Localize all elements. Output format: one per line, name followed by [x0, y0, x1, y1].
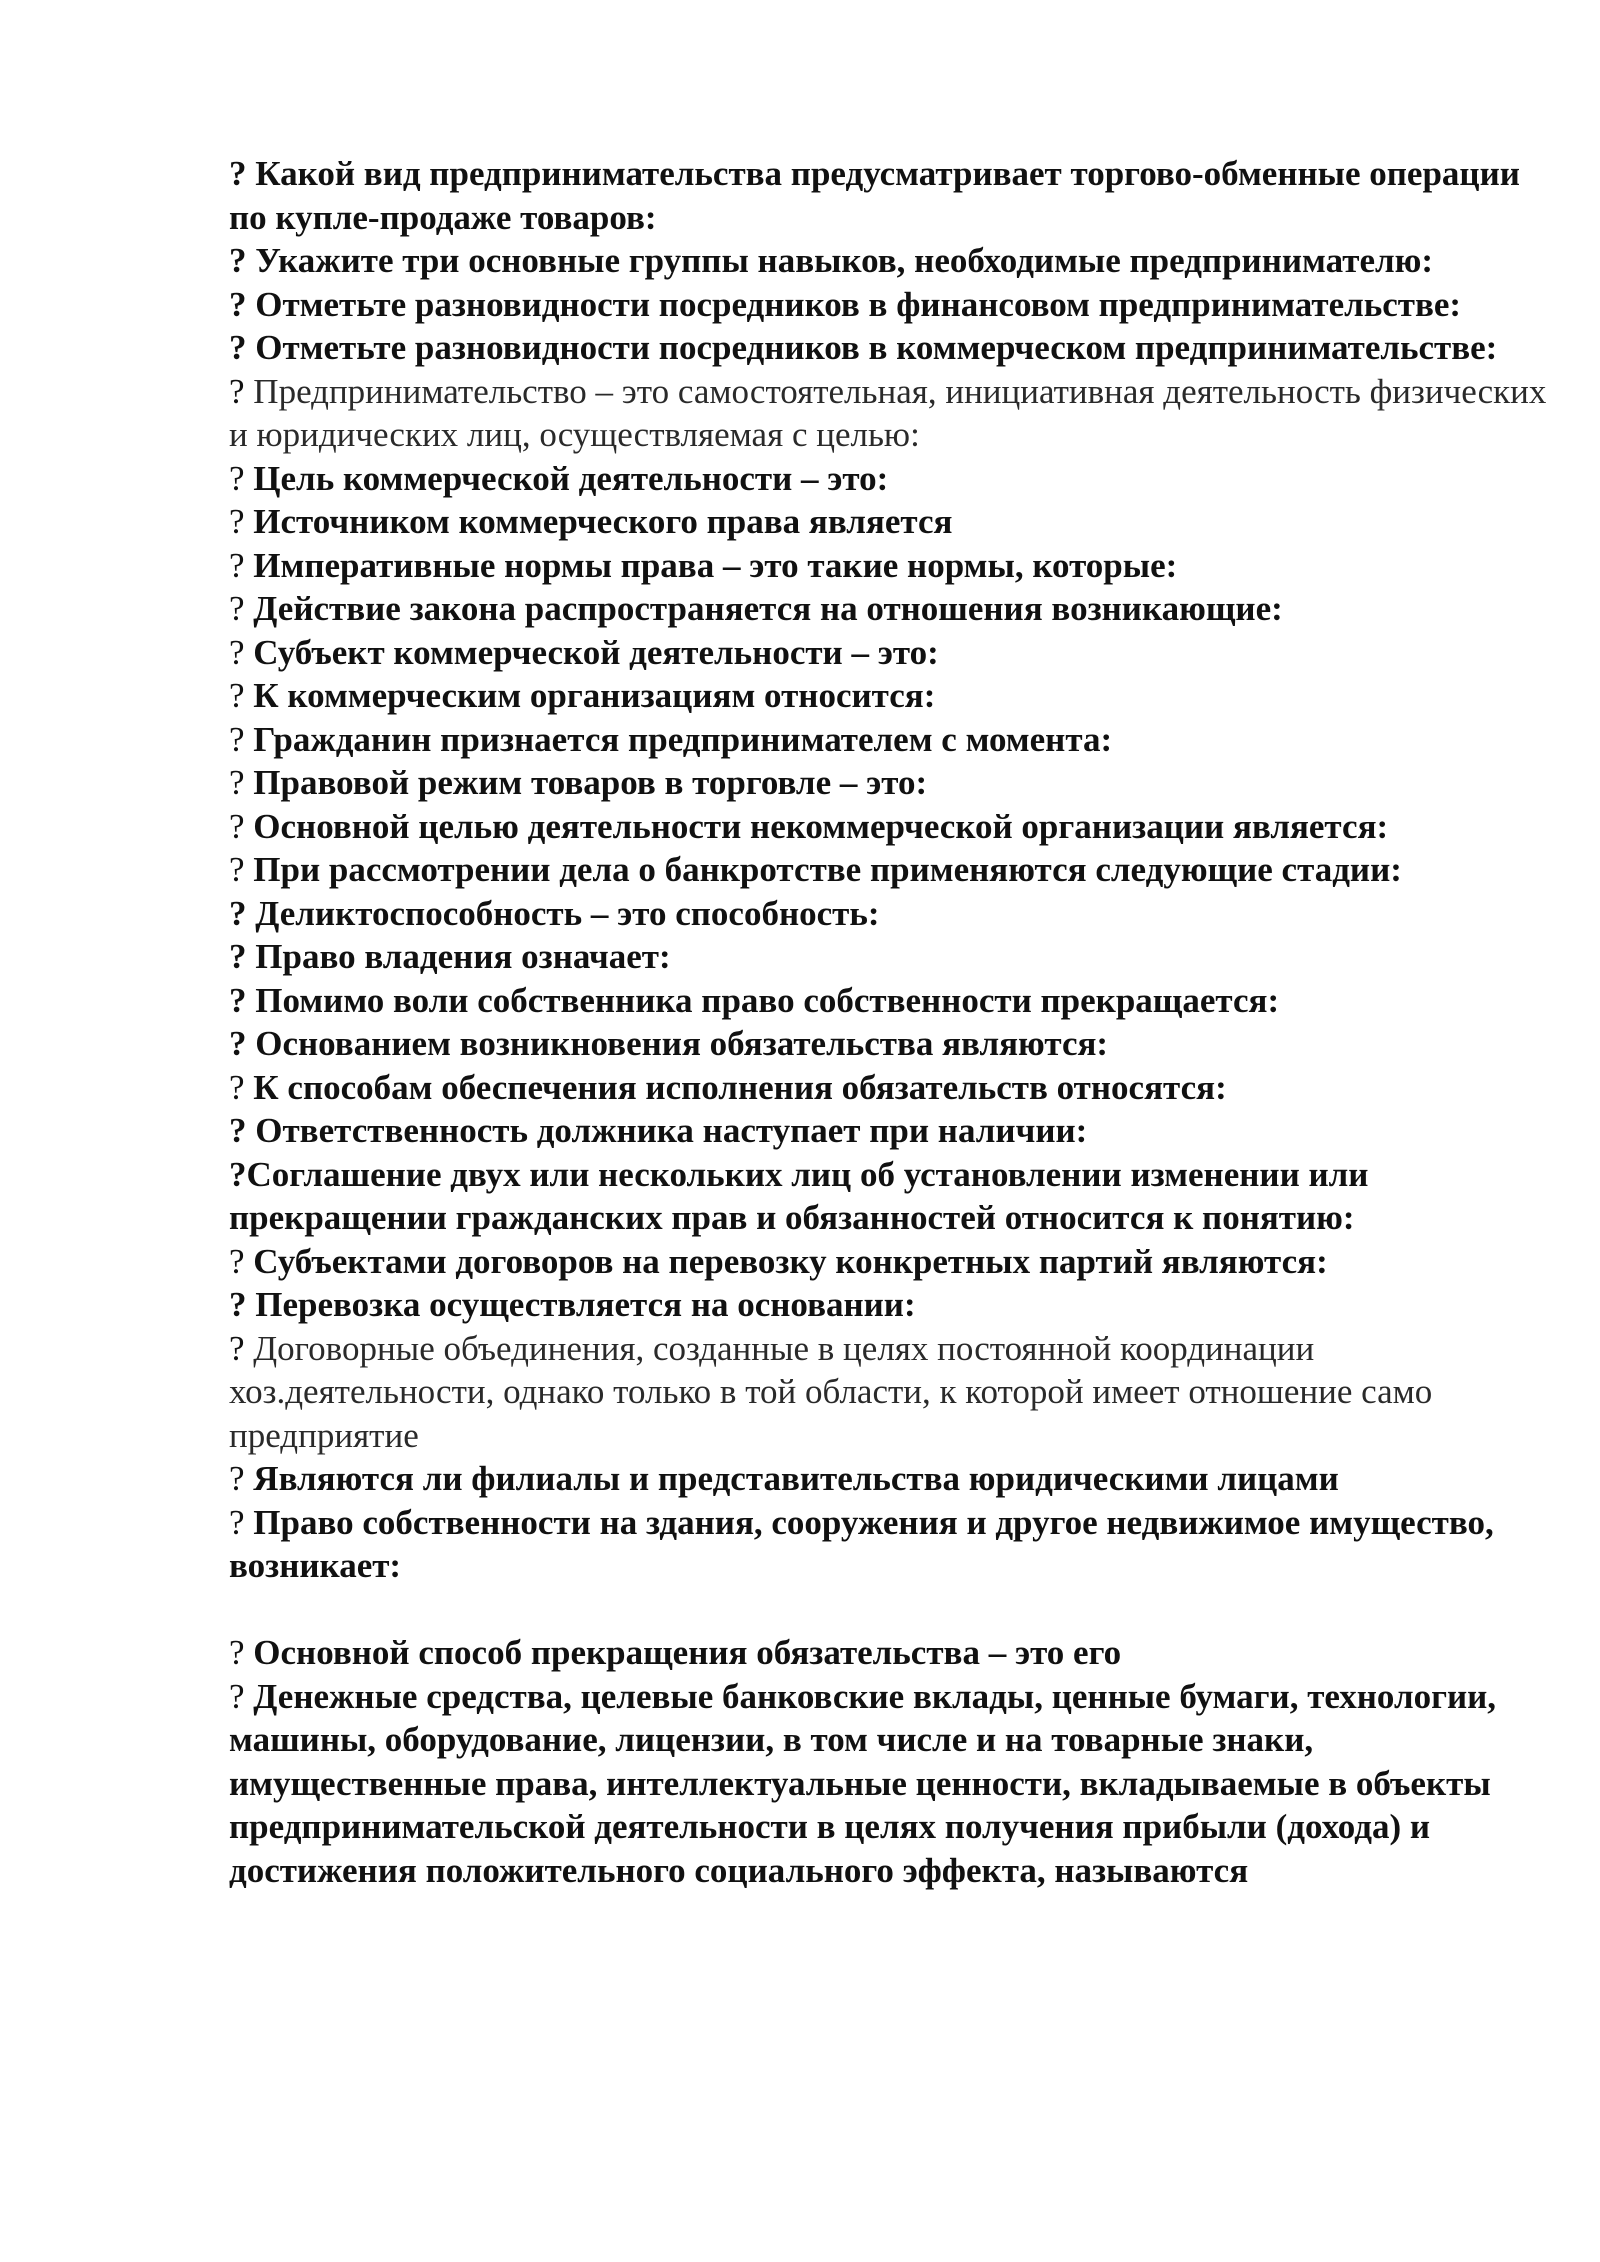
question-item: [229, 1153, 1559, 1240]
question-text: Основной целью деятельности некоммерческой организации является:: [253, 806, 1389, 846]
question-text: Ответственность должника наступает при наличии:: [255, 1111, 1088, 1150]
question-item: [229, 979, 1559, 1023]
question-mark: ?: [229, 1676, 245, 1716]
question-mark: ?: [229, 1241, 245, 1281]
question-item: [229, 370, 1559, 457]
question-mark: ?: [229, 1067, 245, 1107]
question-mark: ?: [229, 1328, 245, 1368]
question-item: [229, 1457, 1559, 1501]
question-text: Укажите три основные группы навыков, необходимые предпринимателю:: [255, 241, 1434, 280]
question-mark: ?: [229, 632, 245, 672]
question-item: [229, 1631, 1559, 1675]
question-text: Соглашение двух или нескольких лиц об установлении изменении или прекращении гражданских прав и обязанностей относится к понятию:: [229, 1154, 1369, 1237]
question-item: [229, 326, 1559, 370]
question-mark: ?: [229, 328, 247, 367]
question-item: [229, 457, 1559, 501]
question-text: Предпринимательство – это самостоятельная, инициативная деятельность физических и юридических лиц, осуществляемая с целью:: [229, 371, 1547, 454]
question-mark: ?: [229, 1111, 247, 1150]
question-text: Цель коммерческой деятельности – это:: [253, 458, 889, 498]
question-item: [229, 500, 1559, 544]
question-item: [229, 1066, 1559, 1110]
question-item: [229, 631, 1559, 675]
question-mark: ?: [229, 676, 245, 715]
question-mark: ?: [229, 1633, 245, 1672]
question-item: [229, 544, 1559, 588]
question-mark: ?: [229, 154, 247, 193]
question-item: [229, 761, 1559, 805]
question-text: Источником коммерческого права является: [253, 502, 953, 541]
question-item: [229, 1501, 1559, 1588]
question-item: [229, 805, 1559, 849]
question-text: Императивные нормы права – это такие нормы, которые:: [253, 545, 1178, 585]
question-mark: ?: [229, 763, 245, 802]
question-text: Действие закона распространяется на отношения возникающие:: [253, 589, 1283, 628]
question-item: [229, 1675, 1559, 1893]
question-mark: ?: [229, 1502, 245, 1542]
question-item: [229, 674, 1559, 718]
question-text: Отметьте разновидности посредников в коммерческом предпринимательстве:: [255, 328, 1498, 367]
question-text: Перевозка осуществляется на основании:: [255, 1285, 916, 1324]
question-text: К коммерческим организациям относится:: [253, 676, 936, 715]
question-text: Деликтоспособность – это способность:: [255, 893, 880, 933]
question-item: [229, 1327, 1559, 1458]
question-item: [229, 152, 1559, 239]
question-mark: ?: [229, 1285, 247, 1324]
question-item: [229, 283, 1559, 327]
question-text: Право собственности на здания, сооружения и другое недвижимое имущество, возникает:: [229, 1502, 1494, 1585]
question-mark: ?: [229, 371, 245, 411]
question-mark: ?: [229, 589, 245, 628]
question-item: [229, 587, 1559, 631]
question-mark: ?: [229, 937, 247, 976]
question-text: Гражданин признается предпринимателем с момента:: [253, 719, 1113, 759]
question-item: [229, 935, 1559, 979]
question-list: [229, 152, 1559, 1892]
question-item: [229, 718, 1559, 762]
question-item: [229, 1022, 1559, 1066]
question-item: [229, 1240, 1559, 1284]
question-text: Правовой режим товаров в торговле – это:: [253, 763, 928, 802]
question-mark: ?: [229, 502, 245, 541]
question-text: Договорные объединения, созданные в целях постоянной координации хоз.деятельности, однако только в той области, к которой имеет отношение само предприятие: [229, 1328, 1433, 1455]
question-item: [229, 1109, 1559, 1153]
question-text: Субъект коммерческой деятельности – это:: [253, 632, 939, 672]
question-item: [229, 1283, 1559, 1327]
question-text: Денежные средства, целевые банковские вклады, ценные бумаги, технологии, машины, оборудование, лицензии, в том числе и на товарные знаки, имущественные права, интеллектуальные ценности, вкладываемые в объекты предпринимательской деятельности в целях получения прибыли (дохода) и достижения положительного социального эффекта, называются: [229, 1676, 1497, 1890]
question-mark: ?: [229, 241, 247, 280]
question-item: [229, 892, 1559, 936]
question-text: Субъектами договоров на перевозку конкретных партий являются:: [253, 1241, 1328, 1281]
question-text: Отметьте разновидности посредников в финансовом предпринимательстве:: [255, 284, 1462, 324]
question-mark: ?: [229, 1459, 245, 1498]
question-mark: ?: [229, 719, 245, 759]
question-mark: ?: [229, 458, 245, 498]
question-mark: ?: [229, 1154, 247, 1194]
question-text: Право владения означает:: [255, 937, 671, 976]
question-mark: ?: [229, 980, 247, 1020]
question-text: Основной способ прекращения обязательства – это его: [253, 1633, 1122, 1672]
question-text: При рассмотрении дела о банкротстве применяются следующие стадии:: [253, 850, 1402, 889]
question-text: Какой вид предпринимательства предусматривает торгово-обменные операции по купле-продаже товаров:: [229, 154, 1520, 237]
question-mark: ?: [229, 893, 247, 933]
question-mark: ?: [229, 850, 245, 889]
question-text: Помимо воли собственника право собственности прекращается:: [255, 980, 1280, 1020]
question-text: К способам обеспечения исполнения обязательств относятся:: [253, 1067, 1227, 1107]
question-item: [229, 239, 1559, 283]
question-text: Являются ли филиалы и представительства юридическими лицами: [253, 1459, 1339, 1498]
question-mark: ?: [229, 1024, 247, 1063]
question-mark: ?: [229, 284, 247, 324]
question-item: [229, 848, 1559, 892]
question-mark: ?: [229, 806, 245, 846]
question-mark: ?: [229, 545, 245, 585]
question-text: Основанием возникновения обязательства являются:: [255, 1024, 1109, 1063]
